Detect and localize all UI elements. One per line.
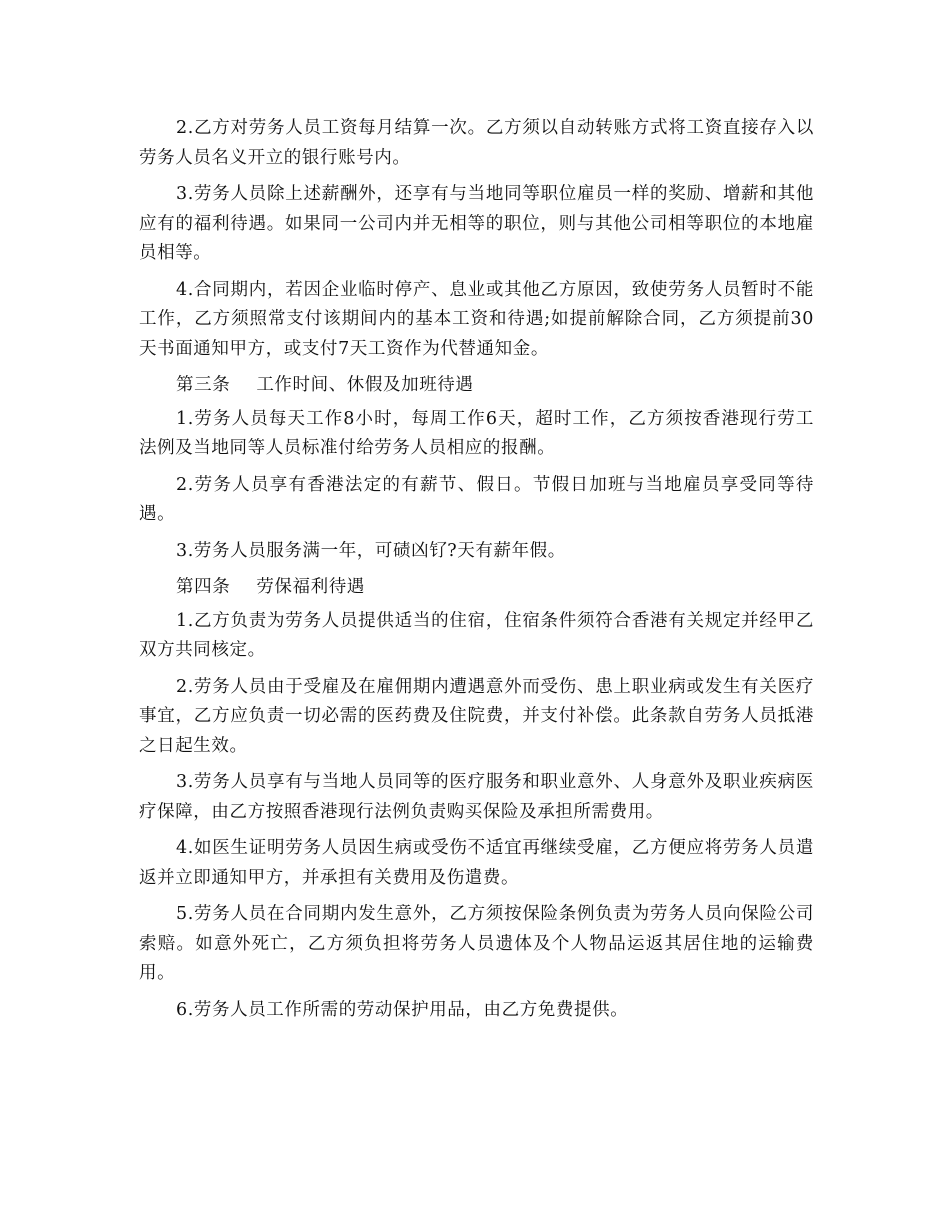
paragraph: 3.劳务人员享有与当地人员同等的医疗服务和职业意外、人身意外及职业疾病医疗保障，由乙方按照香港现行法例负责购买保险及承担所需费用。 — [139, 772, 814, 822]
paragraph: 1.劳务人员每天工作8小时，每周工作6天，超时工作，乙方须按香港现行劳工法例及当地同等人员标准付给劳务人员相应的报酬。 — [139, 408, 814, 458]
paragraph: 4.合同期内，若因企业临时停产、息业或其他乙方原因，致使劳务人员暂时不能工作，乙方须照常支付该期间内的基本工资和待遇;如提前解除合同，乙方须提前30天书面通知甲方，或支付7天工资作为代替通知金。 — [139, 279, 814, 359]
paragraph: 2.劳务人员享有香港法定的有薪节、假日。节假日加班与当地雇员享受同等待遇。 — [139, 474, 814, 524]
article-heading — [139, 371, 814, 401]
article-heading — [139, 573, 814, 603]
article-number: 第四条 — [176, 577, 231, 597]
paragraph: 3.劳务人员除上述薪酬外，还享有与当地同等职位雇员一样的奖励、增薪和其他应有的福利待遇。如果同一公司内并无相等的职位，则与其他公司相等职位的本地雇员相等。 — [139, 184, 814, 263]
paragraph: 1.乙方负责为劳务人员提供适当的住宿，住宿条件须符合香港有关规定并经甲乙双方共同核定。 — [139, 610, 814, 660]
paragraph: 3.劳务人员服务满一年，可碛凶钌?天有薪年假。 — [176, 540, 566, 561]
paragraph: 2.乙方对劳务人员工资每月结算一次。乙方须以自动转账方式将工资直接存入以劳务人员名义开立的银行账号内。 — [139, 118, 814, 168]
paragraph: 4.如医生证明劳务人员因生病或受伤不适宜再继续受雇，乙方便应将劳务人员遣返并立即通知甲方，并承担有关费用及伤遣费。 — [139, 838, 814, 888]
paragraph: 6.劳务人员工作所需的劳动保护用品，由乙方免费提供。 — [176, 999, 629, 1020]
article-title: 工作时间、休假及加班待遇 — [256, 375, 474, 395]
article-title: 劳保福利待遇 — [256, 577, 365, 597]
document-body — [139, 114, 814, 1032]
paragraph: 2.劳务人员由于受雇及在雇佣期内遭遇意外而受伤、患上职业病或发生有关医疗事宜，乙方应负责一切必需的医药费及住院费，并支付补偿。此条款自劳务人员抵港之日起生效。 — [139, 676, 814, 756]
paragraph: 5.劳务人员在合同期内发生意外，乙方须按保险条例负责为劳务人员向保险公司索赔。如意外死亡，乙方须负担将劳务人员遗体及个人物品运返其居住地的运输费用。 — [139, 904, 814, 983]
article-number: 第三条 — [176, 375, 231, 395]
